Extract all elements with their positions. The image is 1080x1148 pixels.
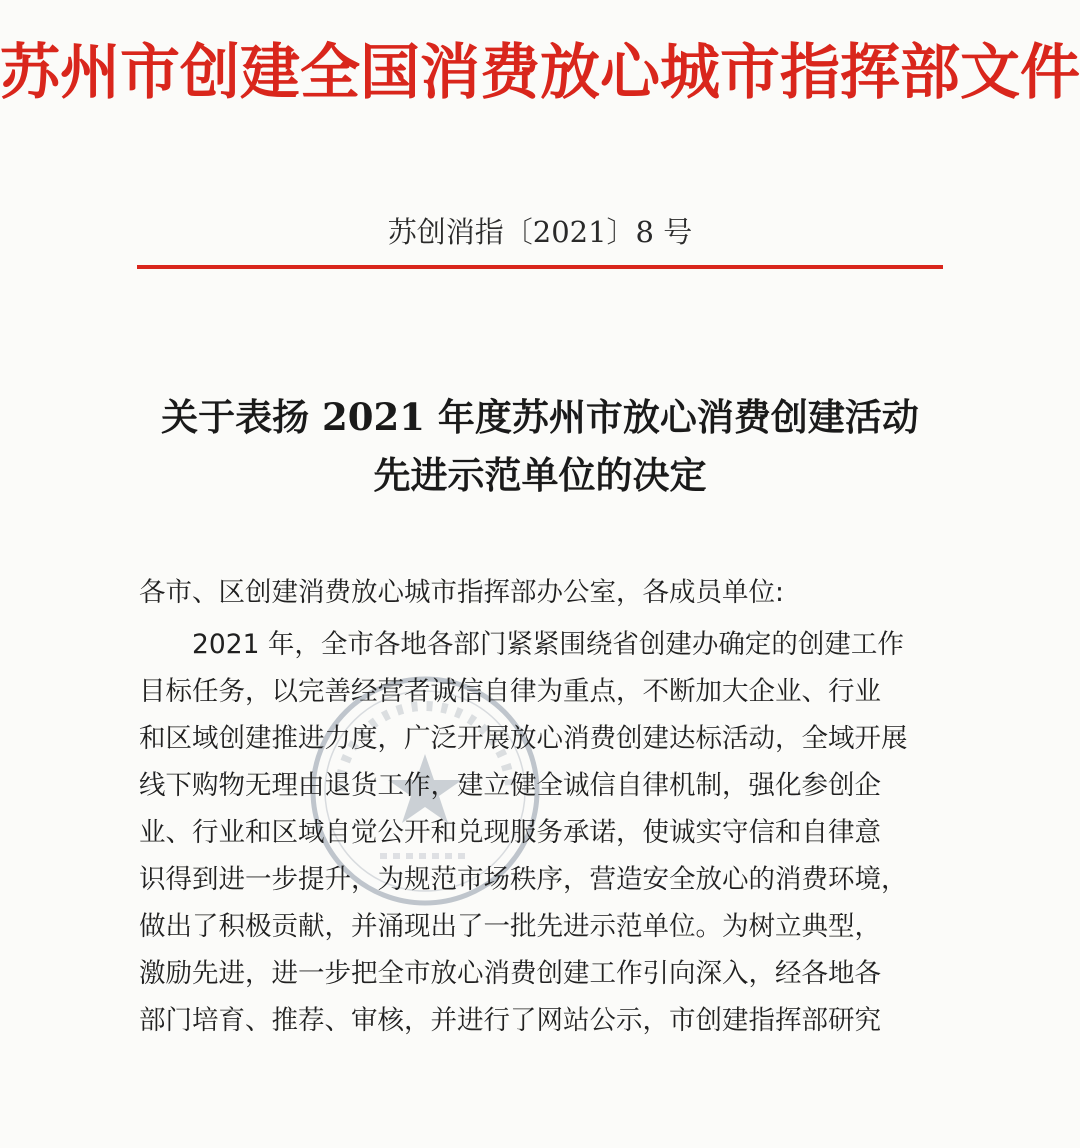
recipient-line: 各市、区创建消费放心城市指挥部办公室，各成员单位: bbox=[139, 577, 784, 608]
body-line: 业、行业和区域自觉公开和兑现服务承诺，使诚实守信和自律意 bbox=[139, 817, 881, 848]
body-line: 激励先进，进一步把全市放心消费创建工作引向深入，经各地各 bbox=[139, 958, 881, 989]
document-header-title: 苏州市创建全国消费放心城市指挥部文件 bbox=[0, 38, 1080, 108]
document-title-line-2: 先进示范单位的决定 bbox=[373, 453, 707, 497]
body-line: 部门培育、推荐、审核，并进行了网站公示，市创建指挥部研究 bbox=[139, 1005, 881, 1036]
body-line: 和区域创建推进力度，广泛开展放心消费创建达标活动，全域开展 bbox=[139, 723, 908, 754]
body-line: 线下购物无理由退货工作，建立健全诚信自律机制，强化参创企 bbox=[139, 770, 881, 801]
document-number: 苏创消指〔2021〕8 号 bbox=[387, 215, 693, 249]
document-title bbox=[0, 388, 1080, 504]
body-line: 2021 年，全市各地各部门紧紧围绕省创建办确定的创建工作 bbox=[139, 629, 904, 660]
body-line: 目标任务，以完善经营者诚信自律为重点，不断加大企业、行业 bbox=[139, 676, 881, 707]
body-line: 识得到进一步提升，为规范市场秩序，营造安全放心的消费环境， bbox=[139, 864, 908, 895]
header-divider bbox=[137, 265, 943, 269]
body-line: 做出了积极贡献，并涌现出了一批先进示范单位。为树立典型， bbox=[139, 911, 881, 942]
body-text bbox=[139, 621, 959, 1044]
document-title-line-1: 关于表扬 2021 年度苏州市放心消费创建活动 bbox=[161, 395, 919, 439]
